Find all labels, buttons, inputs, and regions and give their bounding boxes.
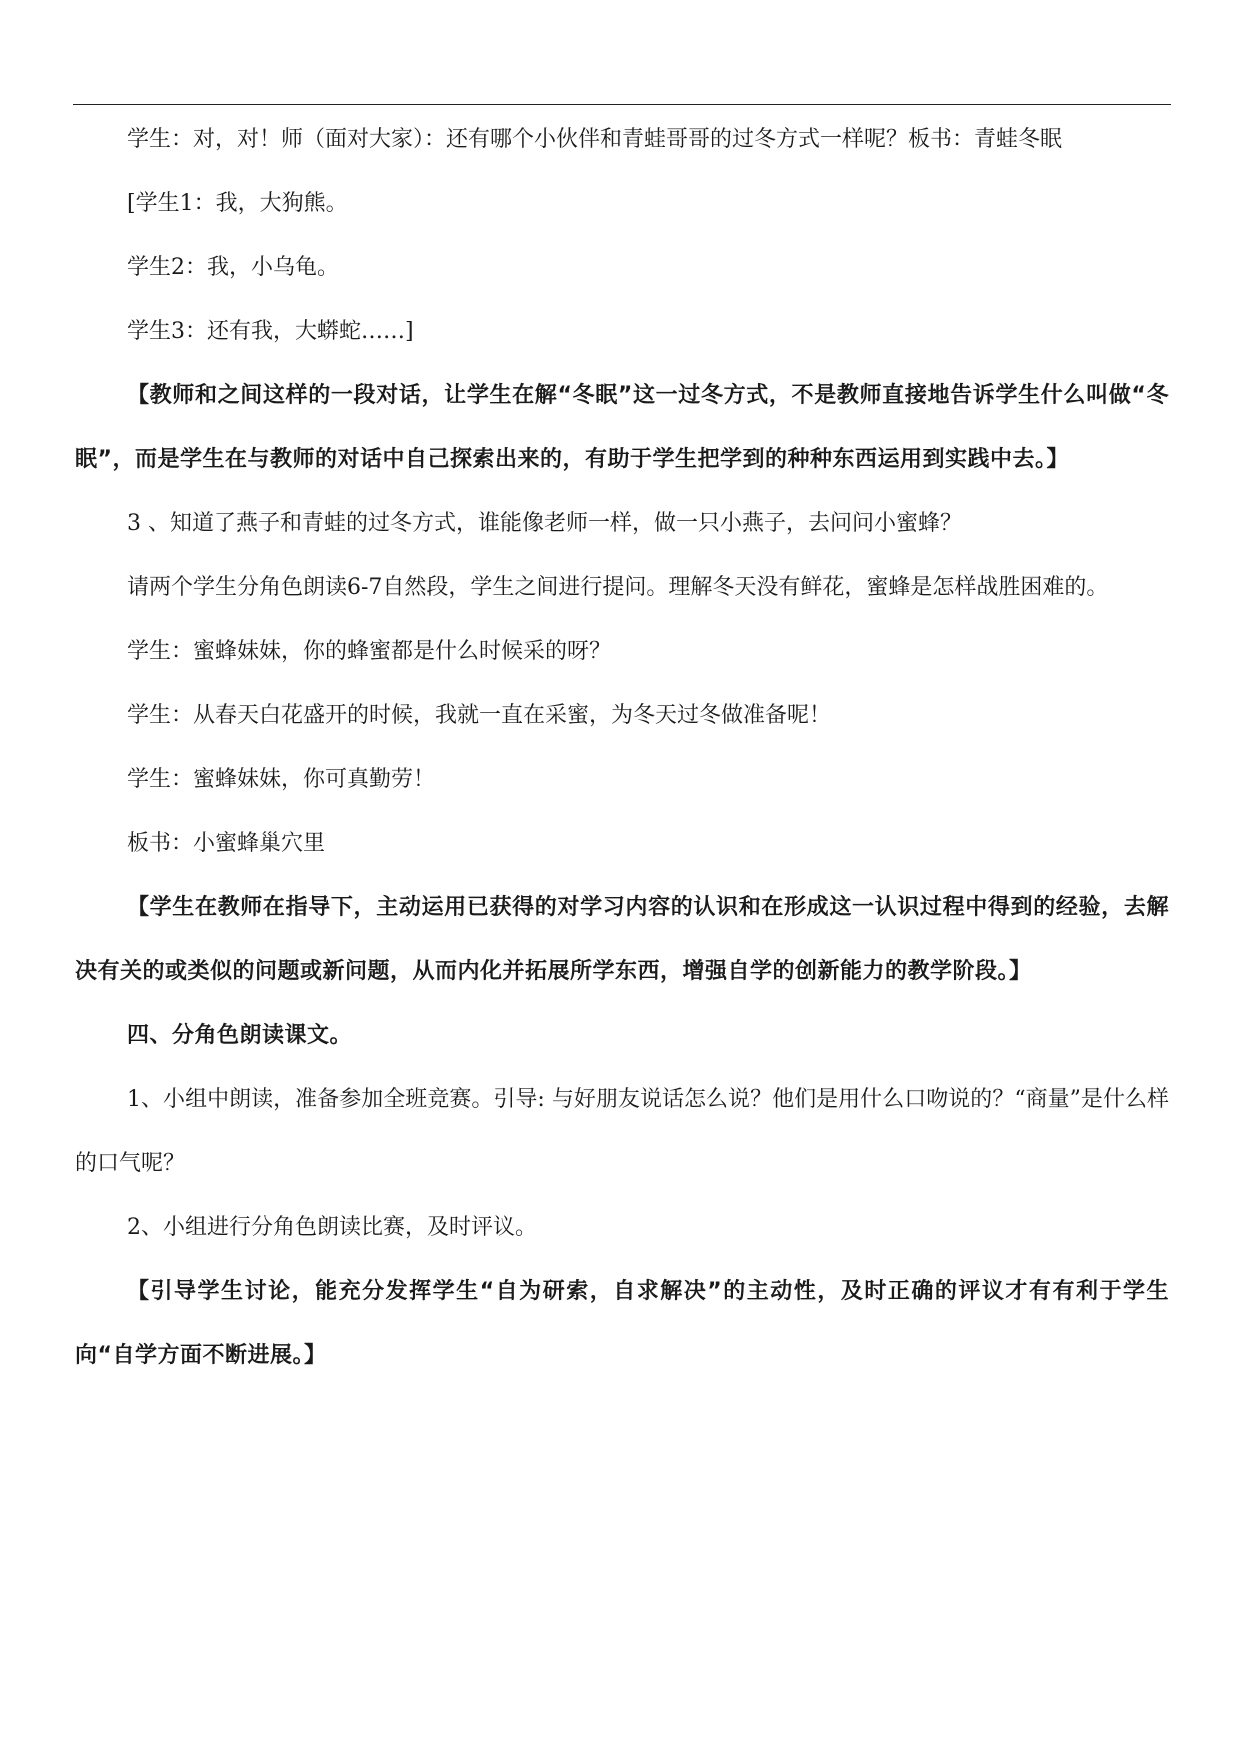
paragraph: 学生：蜜蜂妹妹，你可真勤劳！ xyxy=(127,767,436,792)
paragraph: 学生2：我，小乌龟。 xyxy=(127,255,339,280)
paragraph: 学生：从春天白花盛开的时候，我就一直在采蜜，为冬天过冬做准备呢！ xyxy=(127,703,832,728)
bold-commentary: 【引导学生讨论，能充分发挥学生“自为研索，自求解决”的主动性，及时正确的评议才有有利于学生向“自学方面不断进展。】 xyxy=(75,1279,1169,1368)
paragraph: 板书：小蜜蜂巢穴里 xyxy=(127,831,326,856)
paragraph: 学生3：还有我，大蟒蛇……] xyxy=(127,319,414,344)
paragraph: [学生1：我，大狗熊。 xyxy=(127,191,348,216)
paragraph: 请两个学生分角色朗读6-7自然段，学生之间进行提问。理解冬天没有鲜花，蜜蜂是怎样战胜困难的。 xyxy=(127,575,1109,600)
section-heading: 四、分角色朗读课文。 xyxy=(127,1023,353,1048)
paragraph: 学生：对，对！师（面对大家）：还有哪个小伙伴和青蛙哥哥的过冬方式一样呢？板书：青蛙冬眠 xyxy=(127,127,1063,152)
document-body xyxy=(75,108,1169,1388)
paragraph: 3 、知道了燕子和青蛙的过冬方式，谁能像老师一样，做一只小燕子，去问问小蜜蜂？ xyxy=(127,511,962,536)
bold-commentary: 【学生在教师在指导下，主动运用已获得的对学习内容的认识和在形成这一认识过程中得到的经验，去解决有关的或类似的问题或新问题，从而内化并拓展所学东西，增强自学的创新能力的教学阶段。】 xyxy=(75,895,1169,984)
bold-commentary: 【教师和之间这样的一段对话，让学生在解“冬眠”这一过冬方式，不是教师直接地告诉学生什么叫做“冬眠”，而是学生在与教师的对话中自己探索出来的，有助于学生把学到的种种东西运用到实践中去。】 xyxy=(75,383,1169,472)
paragraph: 1、小组中朗读，准备参加全班竞赛。引导: 与好朋友说话怎么说？他们是用什么口吻说的？“商量”是什么样的口气呢？ xyxy=(75,1087,1169,1176)
paragraph: 2、小组进行分角色朗读比赛，及时评议。 xyxy=(127,1215,537,1240)
header-rule xyxy=(73,104,1171,105)
paragraph: 学生：蜜蜂妹妹，你的蜂蜜都是什么时候采的呀？ xyxy=(127,639,612,664)
